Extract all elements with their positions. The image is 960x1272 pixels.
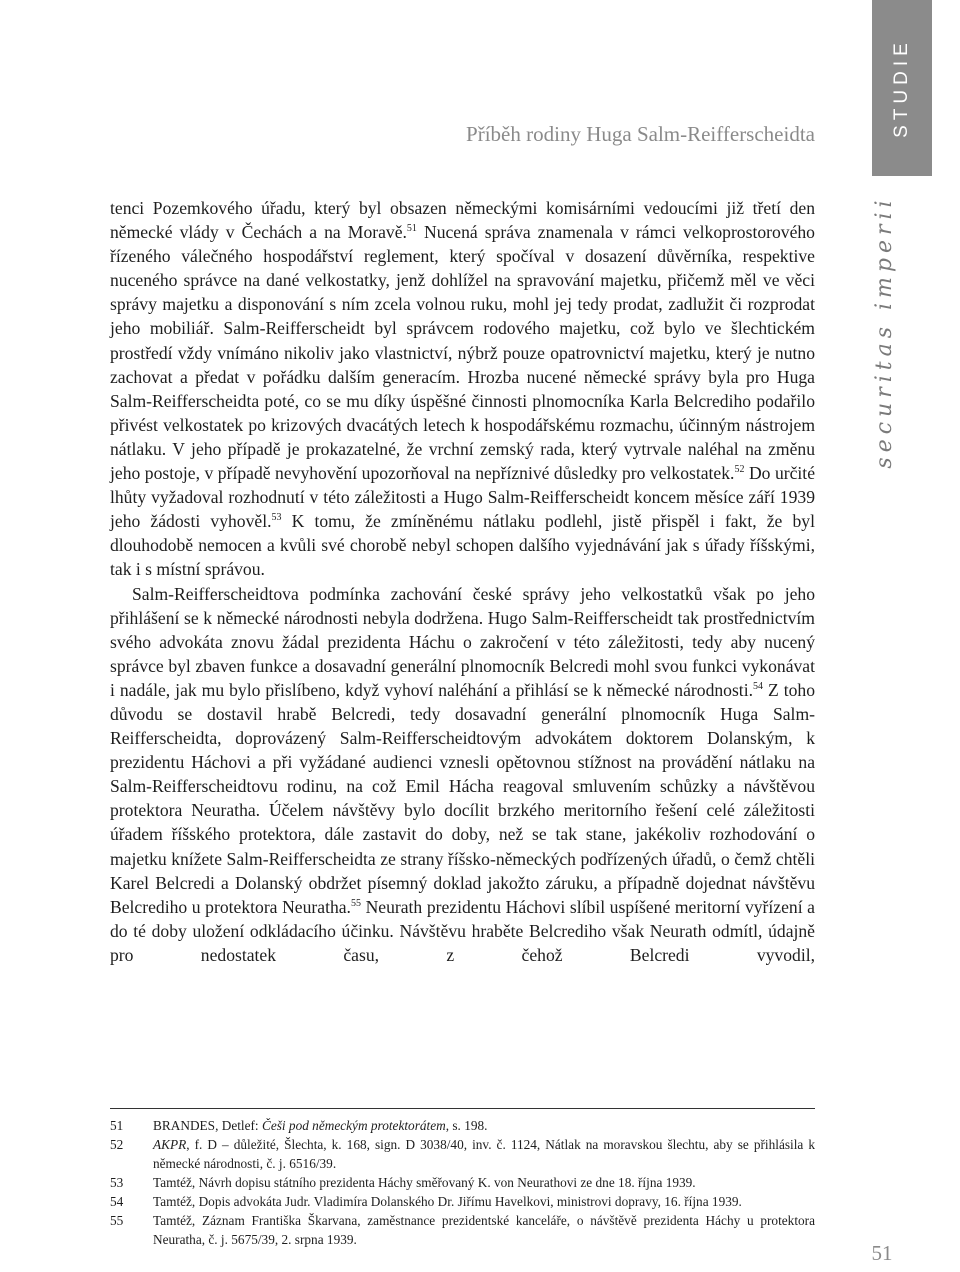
paragraph-1: [110, 196, 815, 582]
footnote-number: 52: [110, 1137, 124, 1153]
footnotes: [110, 1117, 815, 1249]
footnote-text: Tamtéž, Návrh dopisu státního prezidenta Háchy směřovaný K. von Neurathovi ze dne 18. října 1939.: [153, 1174, 696, 1190]
footnote-number: 51: [110, 1118, 124, 1133]
paragraph-2: [110, 582, 815, 968]
paragraph-text: Nucená správa znamenala v rámci velkoprostorového řízeného válečného hospodářství reglement, který spočíval v dosazení důvěrníka, respektive nuceného správce na dané velkostatky, jenž dohlížel na spravování majetku, přičemž měl ve věci správy majetku a disponování s ním zcela volnou ruku, mohl jej tedy prodat, zadlužit či rozprodat jeho mobiliář. Salm-Reifferscheidt byl správcem rodového majetku, což bylo ve šlechtickém prostředí vždy vnímáno nikoliv jako vlastnictví, nýbrž pouze opatrovnictví majetku, který je nutno zachovat a předat v pořádku dalším generacím. Hrozba nucené německé správy byla pro Huga Salm-Reifferscheidta poté, co se mu díky úspěšné činnosti plnomocníka Karla Belcrediho podařilo přivést velkostatek po krizových dvacátých letech k hospodářskému rozmachu, účinným nástrojem nátlaku. V jeho případě je prokazatelné, že vrchní zemský rada, který vytrvale naléhal na změnu jeho postoje, v případě nevyhovění upozorňoval na nepříznivé důsledky pro velkostatek.: [110, 222, 815, 484]
page-number: 51: [871, 1241, 893, 1265]
footnote-text: BRANDES, Detlef: Češi pod německým protektorátem, s. 198.: [153, 1118, 488, 1133]
footnote-ref-55[interactable]: 55: [350, 897, 361, 909]
footnote: [110, 1117, 815, 1135]
running-head: Příběh rodiny Huga Salm-Reifferscheidta: [466, 122, 815, 146]
footnote-text: Tamtéž, Dopis advokáta Judr. Vladimíra Dolanského Dr. Jiřímu Havelkovi, ministrovi dopravy, 16. října 1939.: [153, 1194, 742, 1210]
paragraph-text: K tomu, že zmíněnému nátlaku podlehl, jistě přispěl i fakt, že byl dlouhodobě nemocen a kvůli své chorobě nebyl schopen dalšího vyjednávání jak s úřady říšskými, tak i s místní správou.: [110, 511, 815, 580]
journal-motto-label: securitas imperii: [871, 195, 897, 469]
section-tab-label: STUDIE: [891, 38, 912, 138]
paragraph-text: Salm-Reifferscheidtova podmínka zachování české správy jeho velkostatků však po jeho přihlášení se k německé národnosti nebyla dodržena. Hugo Salm-Reifferscheidt tak prostřednictvím svého advokáta znovu žádal prezidenta Háchu o zakročení v této záležitosti, tedy aby nucený správce byl zbaven funkce a dosavadní generální plnomocník Belcredi mohl svou funkci vykonávat i nadále, jak mu bylo přislíbeno, když vyhoví naléhání a přihlásí se k německé národnosti.: [110, 583, 815, 700]
footnote-text: Tamtéž, Záznam Františka Škarvana, zaměstnance prezidentské kanceláře, o návštěvě prezidenta Háchy u protektora Neuratha, č. j. 5675/39, 2. srpna 1939.: [153, 1213, 815, 1247]
footnote-number: 53: [110, 1174, 124, 1190]
footnote: [110, 1174, 815, 1192]
journal-motto: [866, 182, 902, 482]
footnote-divider: [110, 1108, 815, 1109]
footnote: [110, 1136, 815, 1173]
paragraph-text: tenci Pozemkového úřadu, který byl obsazen německými komisárními vedoucími již třetí den německé vlády v Čechách a na Moravě.: [110, 198, 815, 243]
paragraph-text: Do určité lhůty vyžadoval rozhodnutí v této záležitosti a Hugo Salm-Reifferscheidt koncem měsíce září 1939 jeho žádosti vyhověl.: [110, 463, 816, 532]
footnote-text: AKPR, f. D – důležité, Šlechta, k. 168, sign. D 3038/40, inv. č. 1124, Nátlak na moravskou šlechtu, aby se přihlásila k německé národnosti, č. j. 6516/39.: [153, 1137, 815, 1171]
footnote-ref-52[interactable]: 52: [734, 464, 745, 476]
section-tab: [872, 0, 932, 176]
article-body: [110, 196, 815, 967]
footnote: [110, 1193, 815, 1211]
paragraph-text: Z toho důvodu se dostavil hrabě Belcredi, tedy dosavadní generální plnomocník Huga Salm-Reifferscheidta, doprovázený Salm-Reifferscheidtovým advokátem doktorem Dolanským, k prezidentu Háchovi a při vyžádané audienci vznesli opětovnou stížnost na provádění nátlaku na Salm-Reifferscheidtovu rodinu, na což Emil Hácha reagoval smluvením schůzky a návštěvou protektora Neuratha. Účelem návštěvy bylo docílit brzkého meritorního řešení celé záležitosti úřadem říšského protektora, dále zastavit do doby, než se tak stane, jakékoliv rozhodování o majetku knížete Salm-Reifferscheidta ze strany říšsko-německých podřízených úřadů, o čemž chtěli Karel Belcredi a Dolanský obdržet písemný doklad jakožto záruku, a případně dojednat návštěvu Belcrediho u protektora Neuratha.: [110, 679, 815, 917]
footnote-ref-51[interactable]: 51: [406, 223, 417, 235]
footnote: [110, 1212, 815, 1249]
footnote-number: 54: [110, 1194, 124, 1210]
footnote-ref-54[interactable]: 54: [752, 681, 763, 693]
footnote-number: 55: [110, 1213, 124, 1229]
footnote-ref-53[interactable]: 53: [271, 512, 282, 524]
paragraph-text: Neurath prezidentu Háchovi slíbil uspíšené meritorní vyřízení a do té doby uložení odkládacího účinku. Návštěvu hraběte Belcrediho však Neurath odmítl, údajně pro nedostatek času, z čehož Belcredi vyvodil,: [110, 896, 815, 965]
